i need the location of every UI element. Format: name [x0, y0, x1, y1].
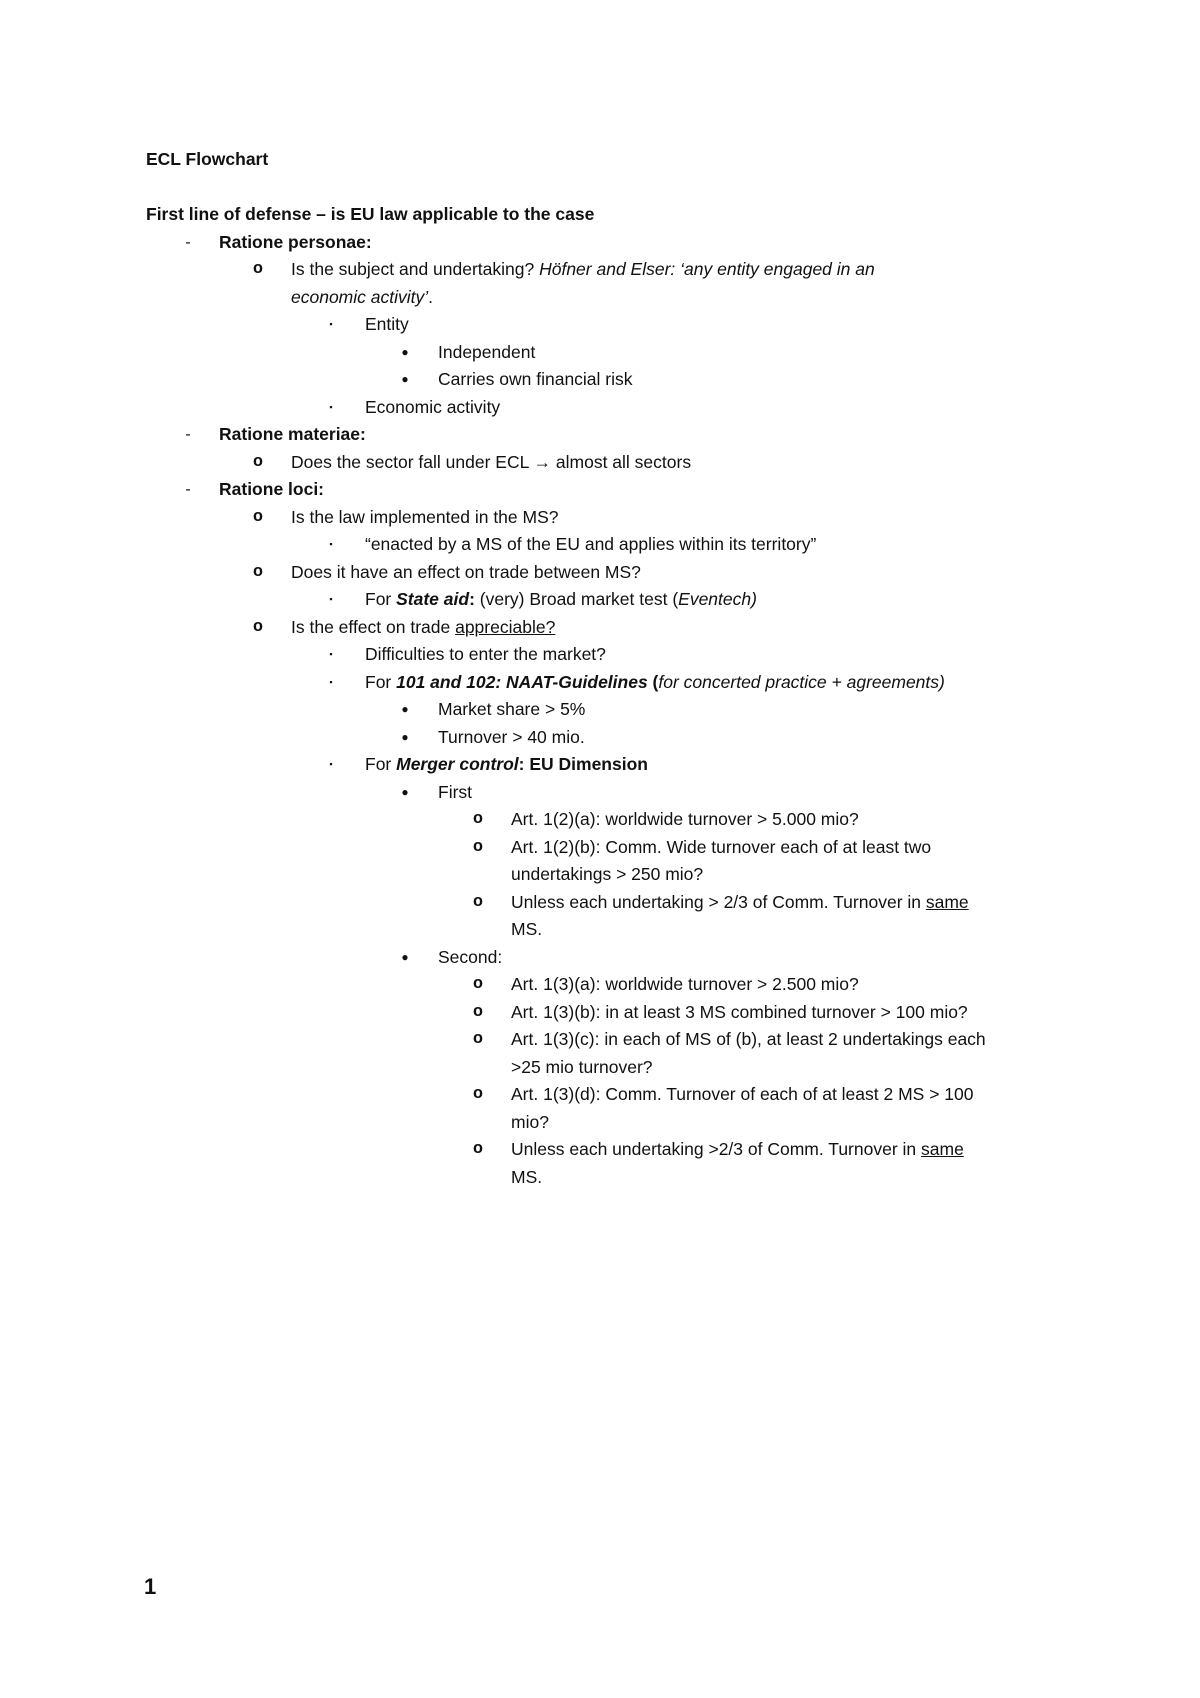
list-item-unless-first [146, 889, 1076, 917]
hofner-elser-citation-cont: economic activity’ [291, 286, 429, 307]
art-1-2-a-text: Art. 1(2)(a): worldwide turnover > 5.000 mio? [511, 809, 859, 829]
broad-market-test: (very) Broad market test ( [474, 589, 679, 609]
round-bullet-icon: ● [401, 784, 409, 799]
list-item-sector-question [146, 449, 1076, 477]
dash-bullet-icon: - [185, 233, 191, 251]
law-implemented-text: Is the law implemented in the MS? [291, 506, 559, 527]
square-bullet-icon: ▪ [329, 649, 333, 659]
same-term: same [925, 891, 969, 912]
art-1-3-a-text: Art. 1(3)(a): worldwide turnover > 2.500 mio? [511, 974, 859, 994]
circle-bullet-icon: o [472, 1085, 484, 1104]
list-item-appreciable [146, 614, 1076, 642]
appreciable-prefix: Is the effect on trade [291, 616, 456, 637]
dash-bullet-icon: - [185, 481, 191, 498]
list-item-market-share [146, 696, 1076, 724]
ratione-loci-label: Ratione loci: [219, 479, 325, 499]
list-item-art-1-3-b [146, 999, 1076, 1027]
circle-bullet-icon: o [472, 837, 484, 857]
circle-bullet-icon: o [252, 562, 264, 582]
merger-control-term: Merger control [396, 754, 519, 774]
document-title-line [146, 146, 1076, 201]
list-item-unless-second-cont [146, 1164, 1076, 1192]
for-prefix: For [365, 754, 397, 774]
entity-text: Entity [365, 314, 409, 334]
square-bullet-icon: ▪ [329, 676, 333, 687]
list-item-art-1-3-d-cont [146, 1109, 1076, 1137]
list-item-naat-guidelines [146, 669, 1076, 697]
undertaking-question-cont [291, 284, 433, 312]
independent-text: Independent [438, 341, 536, 362]
round-bullet-icon: ● [401, 949, 409, 964]
circle-bullet-icon: o [472, 1030, 484, 1049]
list-item-financial-risk [146, 366, 1076, 394]
square-bullet-icon: ▪ [329, 319, 333, 329]
list-item-turnover-40 [146, 724, 1076, 752]
list-item-art-1-2-a [146, 806, 1076, 834]
naat-guidelines-term: 101 and 102: NAAT-Guidelines [396, 671, 648, 692]
list-item-second [146, 944, 1076, 972]
list-item-ratione-materiae [146, 421, 1076, 449]
art-1-3-c-text: Art. 1(3)(c): in each of MS of (b), at least 2 undertakings each [511, 1029, 986, 1049]
undertaking-question-text [291, 256, 875, 284]
list-item-unless-second [146, 1136, 1076, 1164]
list-item-ratione-personae [146, 229, 1076, 257]
effect-on-trade-text: Does it have an effect on trade between MS? [291, 561, 641, 582]
period: . [428, 286, 434, 307]
eventech-case: Eventech) [678, 589, 757, 609]
list-item-art-1-3-c [146, 1026, 1076, 1054]
concerted-practice-note: for concerted practice + agreements) [658, 671, 945, 692]
list-item-art-1-3-a [146, 971, 1076, 999]
circle-bullet-icon: o [252, 452, 264, 472]
list-item-difficulties [146, 641, 1076, 669]
hofner-elser-citation: Höfner and Elser: ‘any entity engaged in an [539, 259, 875, 279]
arrow-right-icon: → [533, 451, 552, 472]
list-item-first [146, 779, 1076, 807]
art-1-3-c-cont-text: >25 mio turnover? [511, 1056, 653, 1077]
circle-bullet-icon: o [252, 260, 264, 279]
list-item-effect-on-trade [146, 559, 1076, 587]
list-item-state-aid [146, 586, 1076, 614]
dash-bullet-icon: - [185, 426, 191, 443]
list-item-art-1-3-c-cont [146, 1054, 1076, 1082]
same-term: same [921, 1139, 964, 1159]
unless-second-text [511, 1136, 964, 1164]
economic-activity-text: Economic activity [365, 396, 501, 417]
naat-guidelines-text [365, 669, 945, 697]
page-number: 1 [144, 1574, 157, 1599]
list-item-enacted-quote [146, 531, 1076, 559]
circle-bullet-icon: o [472, 975, 484, 994]
undertaking-question: Is the subject and undertaking? [291, 259, 540, 279]
circle-bullet-icon: o [472, 810, 484, 829]
square-bullet-icon: ▪ [329, 594, 333, 604]
state-aid-text [365, 586, 757, 614]
unless-second-cont-text: MS. [511, 1166, 543, 1187]
art-1-2-b-text: Art. 1(2)(b): Comm. Wide turnover each of at least two [511, 836, 932, 857]
first-text: First [438, 781, 473, 802]
unless-second-prefix: Unless each undertaking >2/3 of Comm. Turnover in [511, 1139, 922, 1159]
list-item-undertaking-question [146, 256, 1076, 284]
section-heading-line [146, 201, 1076, 229]
state-aid-prefix: For [365, 589, 397, 609]
sector-answer: almost all sectors [551, 451, 692, 472]
round-bullet-icon: ● [401, 702, 409, 716]
open-paren: ( [647, 671, 659, 692]
art-1-3-b-text: Art. 1(3)(b): in at least 3 MS combined turnover > 100 mio? [511, 1001, 968, 1022]
list-item-unless-first-cont [146, 916, 1076, 944]
section-heading: First line of defense – is EU law applicable to the case [146, 204, 595, 224]
document-title: ECL Flowchart [146, 149, 269, 169]
eu-dimension-term: : EU Dimension [518, 754, 648, 774]
unless-first-text [511, 889, 969, 917]
round-bullet-icon: ● [401, 729, 409, 744]
list-item-undertaking-question-cont [146, 284, 1076, 312]
list-item-merger-control [146, 751, 1076, 779]
circle-bullet-icon: o [472, 1140, 484, 1159]
circle-bullet-icon: o [472, 892, 484, 912]
second-text: Second: [438, 946, 503, 967]
difficulties-text: Difficulties to enter the market? [365, 644, 606, 664]
ratione-materiae-label: Ratione materiae: [219, 424, 366, 444]
circle-bullet-icon: o [472, 1002, 484, 1022]
turnover-40-text: Turnover > 40 mio. [438, 726, 585, 747]
colon: : [469, 589, 475, 609]
list-item-art-1-2-b [146, 834, 1076, 862]
art-1-3-d-cont-text: mio? [511, 1111, 549, 1132]
appreciable-text [291, 614, 555, 642]
square-bullet-icon: ▪ [329, 759, 333, 769]
list-item-ratione-loci [146, 476, 1076, 504]
circle-bullet-icon: o [252, 617, 264, 637]
round-bullet-icon: ● [401, 372, 409, 386]
sector-question: Does the sector fall under ECL [291, 451, 534, 472]
round-bullet-icon: ● [401, 344, 409, 359]
list-item-entity [146, 311, 1076, 339]
circle-bullet-icon: o [252, 507, 264, 527]
financial-risk-text: Carries own financial risk [438, 369, 633, 389]
list-item-art-1-3-d [146, 1081, 1076, 1109]
unless-first-prefix: Unless each undertaking > 2/3 of Comm. Turnover in [511, 891, 926, 912]
art-1-3-d-text: Art. 1(3)(d): Comm. Turnover of each of at least 2 MS > 100 [511, 1084, 974, 1104]
ratione-personae-label: Ratione personae: [219, 231, 372, 252]
for-prefix: For [365, 671, 397, 692]
sector-question-text [291, 449, 691, 477]
merger-control-text [365, 751, 648, 779]
state-aid-term: State aid [396, 589, 470, 609]
square-bullet-icon: ▪ [329, 539, 333, 549]
unless-first-cont-text: MS. [511, 919, 543, 939]
market-share-text: Market share > 5% [438, 699, 586, 719]
art-1-2-b-cont-text: undertakings > 250 mio? [511, 864, 704, 884]
list-item-art-1-2-b-cont [146, 861, 1076, 889]
appreciable-term: appreciable? [455, 616, 556, 637]
document-content [146, 146, 1076, 1191]
enacted-quote-text: “enacted by a MS of the EU and applies within its territory” [365, 534, 817, 554]
list-item-law-implemented [146, 504, 1076, 532]
list-item-independent [146, 339, 1076, 367]
square-bullet-icon: ▪ [329, 401, 333, 412]
list-item-economic-activity [146, 394, 1076, 422]
